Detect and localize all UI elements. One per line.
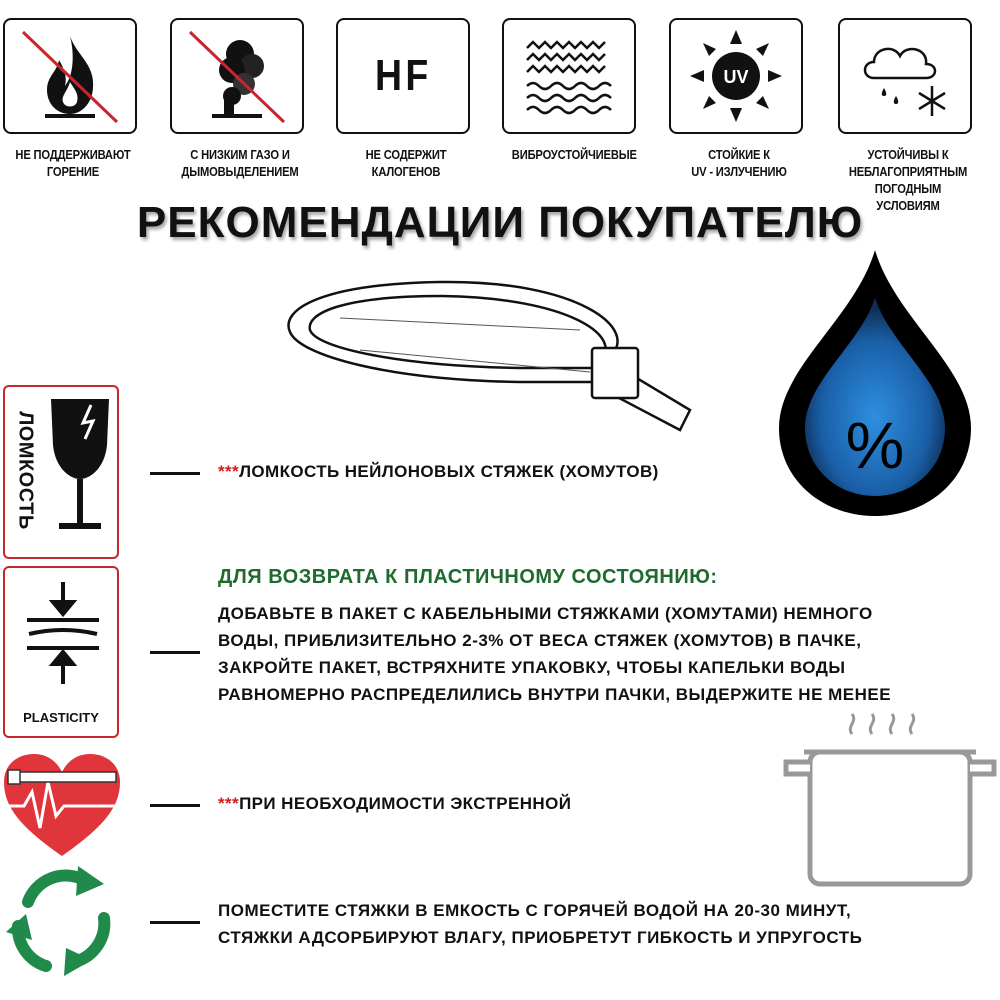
heart-cable-tie-icon [2, 752, 122, 860]
feature-no-fire [3, 18, 143, 180]
feature-halogen-free [336, 18, 476, 180]
plasticity-card [3, 566, 119, 738]
water-drop-icon [775, 248, 975, 518]
emergency-text: ПРИ НЕОБХОДИМОСТИ ЭКСТРЕННОЙ [239, 794, 572, 813]
feature-box [170, 18, 304, 134]
fragility-text: ЛОМКОСТЬ НЕЙЛОНОВЫХ СТЯЖЕК (ХОМУТОВ) [239, 462, 659, 481]
hot-water-instructions [218, 897, 978, 951]
plasticity-instructions [218, 600, 978, 708]
feature-box [669, 18, 803, 134]
feature-label-line1: СТОЙКИЕ К [708, 147, 770, 162]
uv-sun-icon [686, 26, 786, 126]
feature-label-line2: UV - ИЗЛУЧЕНИЮ [691, 164, 787, 179]
uv-icon-text: UV [723, 67, 749, 87]
hf-icon: HF [374, 51, 432, 100]
hot-water-line: ПОМЕСТИТЕ СТЯЖКИ В ЕМКОСТЬ С ГОРЯЧЕЙ ВОДОЙ НА 20-30 МИНУТ, [218, 901, 852, 920]
feature-label-line1: С НИЗКИМ ГАЗО И [190, 147, 290, 162]
recycle-arrows-icon [4, 862, 120, 980]
no-smoke-icon [182, 26, 292, 126]
feature-weather [838, 18, 978, 214]
pot-icon [780, 706, 1000, 890]
emergency-text-line [218, 794, 571, 814]
feature-label-line1: НЕ ПОДДЕРЖИВАЮТ [15, 147, 131, 162]
feature-label-line1: УСТОЙЧИВЫ К [867, 147, 949, 162]
feature-box [502, 18, 636, 134]
plasticity-line: ЗАКРОЙТЕ ПАКЕТ, ВСТРЯХНИТЕ УПАКОВКУ, ЧТОБЫ КАПЕЛЬКИ ВОДЫ [218, 658, 846, 677]
plasticity-dash [150, 651, 200, 654]
percent-symbol: % [845, 408, 905, 482]
plasticity-line: РАВНОМЕРНО РАСПРЕДЕЛИЛИСЬ ВНУТРИ ПАЧКИ, ВЫДЕРЖИТЕ НЕ МЕНЕЕ [218, 685, 892, 704]
feature-uv-resistant [669, 18, 809, 180]
broken-glass-icon [45, 395, 115, 545]
compress-arrows-icon [23, 578, 103, 688]
emergency-asterisks: *** [218, 794, 240, 813]
hot-water-dash [150, 921, 200, 924]
weather-icon [850, 26, 960, 126]
feature-label-line2: ГОРЕНИЕ [46, 164, 100, 179]
fragility-asterisks: *** [218, 462, 240, 481]
plasticity-card-label: PLASTICITY [23, 710, 99, 725]
feature-vibration [502, 18, 642, 163]
plasticity-line: ВОДЫ, ПРИБЛИЗИТЕЛЬНО 2-3% ОТ ВЕСА СТЯЖЕК (ХОМУТОВ) В ПАЧКЕ, [218, 631, 862, 650]
emergency-dash [150, 804, 200, 807]
cable-tie-illustration [280, 270, 700, 440]
feature-label-line2: ДЫМОВЫДЕЛЕНИЕМ [181, 164, 299, 179]
vibration-icon [519, 36, 619, 116]
feature-label-line2: КАЛОГЕНОВ [371, 164, 441, 179]
hot-water-line: СТЯЖКИ АДСОРБИРУЮТ ВЛАГУ, ПРИОБРЕТУТ ГИБКОСТЬ И УПРУГОСТЬ [218, 928, 863, 947]
plasticity-line: ДОБАВЬТЕ В ПАКЕТ С КАБЕЛЬНЫМИ СТЯЖКАМИ (ХОМУТАМИ) НЕМНОГО [218, 604, 873, 623]
fragility-text-line [218, 462, 659, 482]
plasticity-heading: ДЛЯ ВОЗВРАТА К ПЛАСТИЧНОМУ СОСТОЯНИЮ: [218, 566, 718, 588]
feature-label-line1: НЕ СОДЕРЖИТ [365, 147, 447, 162]
page-title: РЕКОМЕНДАЦИИ ПОКУПАТЕЛЮ [136, 198, 864, 247]
fragility-card [3, 385, 119, 559]
fragility-card-label: ЛОМКОСТЬ [14, 411, 37, 530]
fragility-dash [150, 472, 200, 475]
feature-box [336, 18, 470, 134]
no-fire-icon [15, 26, 125, 126]
feature-label-line1: ВИБРОУСТОЙЧИЕВЫЕ [511, 147, 637, 162]
feature-label-line2: НЕБЛАГОПРИЯТНЫМ [848, 164, 968, 179]
feature-label-line3: ПОГОДНЫМ УСЛОВИЯМ [874, 181, 942, 213]
feature-low-smoke [170, 18, 310, 180]
feature-box [3, 18, 137, 134]
feature-box [838, 18, 972, 134]
